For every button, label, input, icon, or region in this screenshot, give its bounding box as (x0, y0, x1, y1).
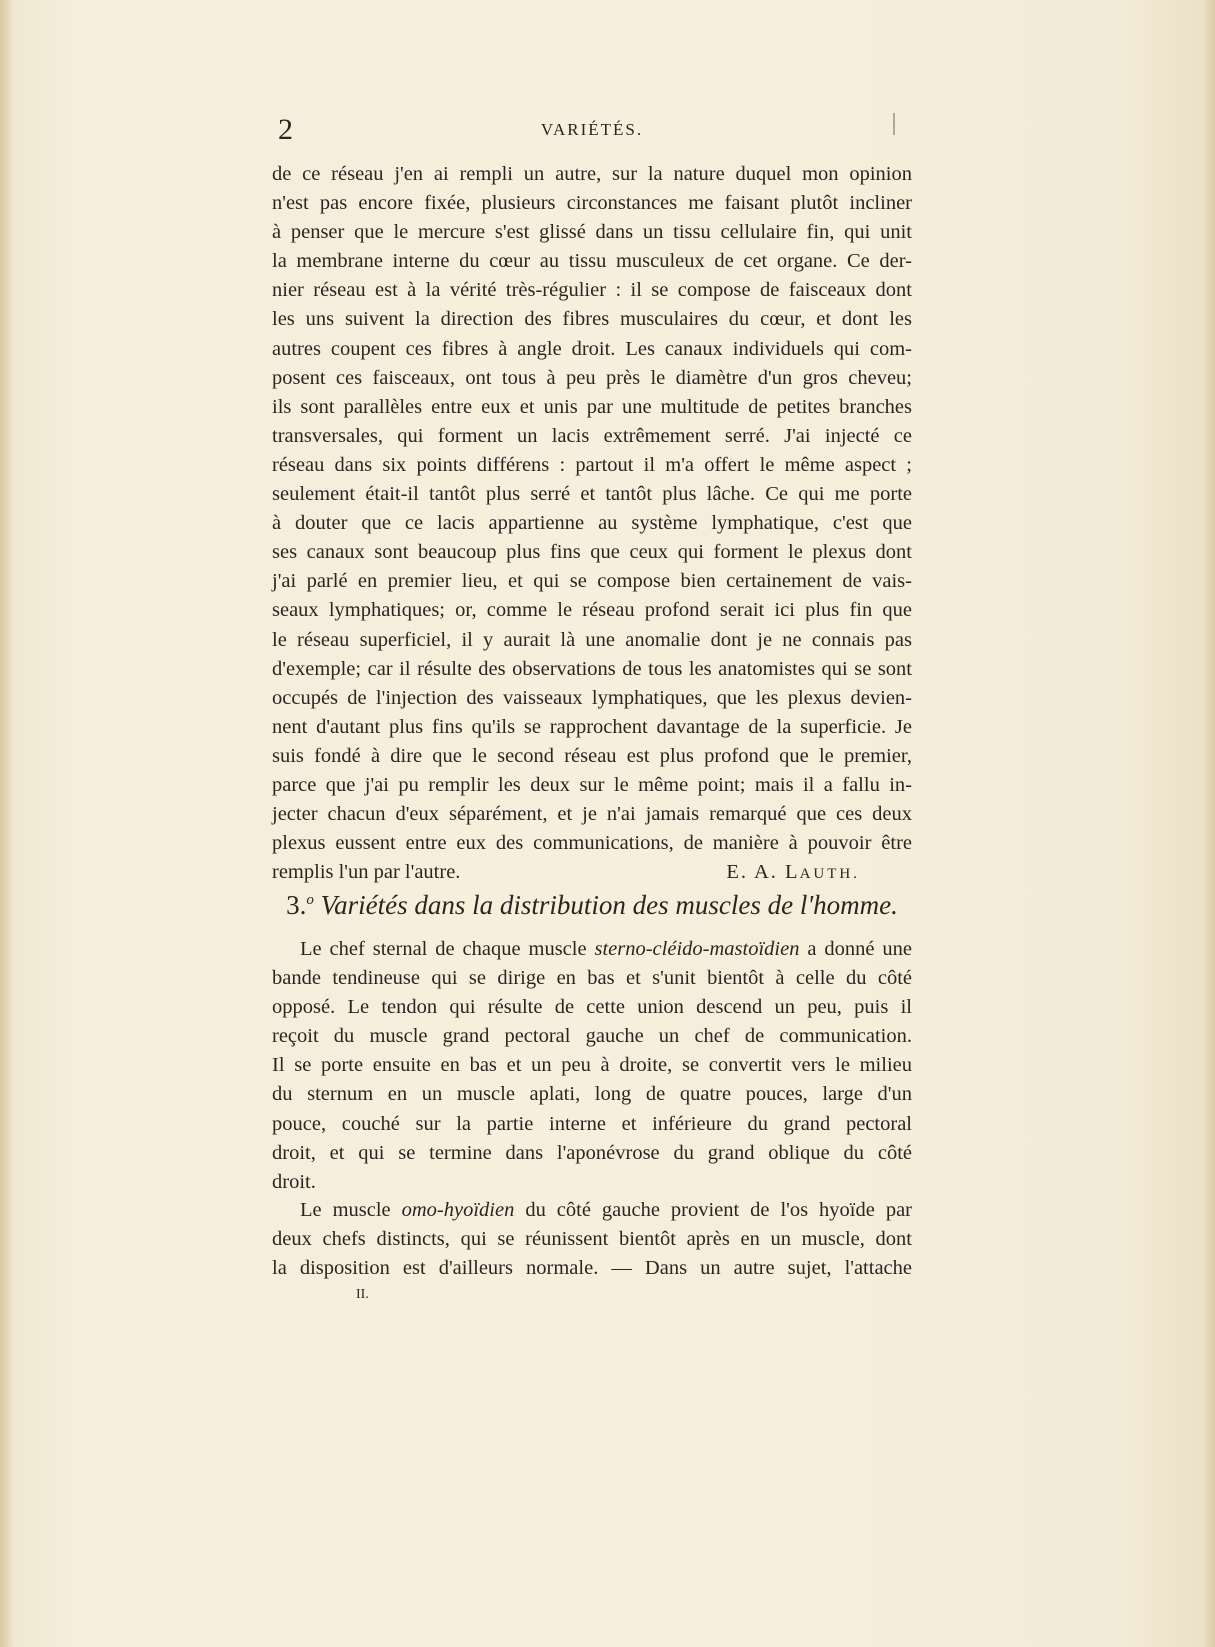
text-line: d'exemple; car il résulte des observations de tous les anatomistes qui se sont (272, 657, 912, 680)
text-run: Le muscle (300, 1199, 402, 1221)
signature-initials: E. A. L (726, 861, 800, 884)
paragraph-lymphatic-network (272, 160, 912, 887)
text-line: occupés de l'injection des vaisseaux lymphatiques, que les plexus devien- (272, 686, 912, 709)
text-run: Le chef sternal de chaque muscle (300, 938, 595, 960)
text-line: Il se porte ensuite en bas et un peu à droite, se convertit vers le milieu (272, 1054, 912, 1077)
text-line: à penser que le mercure s'est glissé dans un tissu cellulaire fin, qui unit (272, 221, 912, 244)
text-line: deux chefs distincts, qui se réunissent bientôt après en un muscle, dont (272, 1228, 912, 1251)
section-degree: o (306, 892, 314, 908)
page-number: 2 (278, 113, 293, 146)
text-line: la disposition est d'ailleurs normale. — Dans un autre sujet, l'attache (272, 1257, 912, 1280)
text-line (272, 1196, 912, 1225)
text-line: de ce réseau j'en ai rempli un autre, sur la nature duquel mon opinion (272, 163, 912, 185)
text-line: suis fondé à dire que le second réseau est plus profond que le premier, (272, 744, 912, 767)
text-line: posent ces faisceaux, ont tous à peu près le diamètre d'un gros cheveu; (272, 366, 912, 389)
text-line: le réseau superficiel, il y aurait là une anomalie dont je ne connais pas (272, 628, 912, 651)
text-line: plexus eussent entre eux des communications, de manière à pouvoir être (272, 832, 912, 855)
text-line: seaux lymphatiques; or, comme le réseau profond serait ici plus fin que (272, 599, 912, 622)
text-line: réseau dans six points différens : partout il m'a offert le même aspect ; (272, 453, 912, 476)
text-line: opposé. Le tendon qui résulte de cette union descend un peu, puis il (272, 996, 912, 1019)
text-line: pouce, couché sur la partie interne et inférieure du grand pectoral (272, 1112, 912, 1135)
signature-mark: II. (356, 1287, 369, 1302)
text-line: n'est pas encore fixée, plusieurs circonstances me faisant plutôt incliner (272, 192, 912, 215)
signature-surname: AUTH. (799, 866, 860, 883)
running-title: VARIÉTÉS. (540, 120, 644, 139)
text-line: bande tendineuse qui se dirige en bas et s'unit bientôt à celle du côté (272, 967, 912, 990)
text-line: nier réseau est à la vérité très-régulier : il se compose de faisceaux dont (272, 279, 912, 302)
section-title-text: Variétés dans la distribution des muscles de l'homme. (320, 890, 898, 920)
muscle-name: sterno-cléido-mastoïdien (594, 938, 800, 960)
text-line: droit, et qui se termine dans l'aponévrose du grand oblique du côté (272, 1141, 912, 1164)
text-line: autres coupent ces fibres à angle droit. Les canaux individuels qui com- (272, 337, 912, 360)
text-line: reçoit du muscle grand pectoral gauche un chef de communication. (272, 1025, 912, 1048)
muscle-name: omo-hyoïdien (401, 1199, 515, 1221)
text-line: jecter chacun d'eux séparément, et je n'ai jamais remarqué que ces deux (272, 803, 912, 826)
text-line: du sternum en un muscle aplati, long de quatre pouces, large d'un (272, 1083, 912, 1106)
closing-text: remplis l'un par l'autre. (272, 861, 461, 884)
section-heading (272, 880, 912, 920)
text-line: ses canaux sont beaucoup plus fins que ceux qui forment le plexus dont (272, 541, 912, 564)
text-line: j'ai parlé en premier lieu, et qui se compose bien certainement de vais- (272, 570, 912, 593)
text-line: droit. (272, 1170, 316, 1193)
page-right-edge (1203, 0, 1215, 1647)
text-line (272, 935, 912, 964)
section-number: 3. (286, 890, 307, 920)
text-run: du côté gauche provient de l'os hyoïde par (514, 1199, 912, 1221)
text-line: la membrane interne du cœur au tissu musculeux de cet organe. Ce der- (272, 250, 912, 273)
page-left-edge (0, 0, 14, 1647)
text-line: parce que j'ai pu remplir les deux sur le même point; mais il a fallu in- (272, 773, 912, 796)
paragraph-omohyoid (272, 1196, 912, 1283)
text-line: nent d'autant plus fins qu'ils se rapprochent davantage de la superficie. Je (272, 715, 912, 738)
text-line: ils sont parallèles entre eux et unis par une multitude de petites branches (272, 395, 912, 418)
text-line: à douter que ce lacis appartienne au système lymphatique, c'est que (272, 512, 912, 535)
text-line: transversales, qui forment un lacis extrêmement serré. J'ai injecté ce (272, 424, 912, 447)
text-line: seulement était-il tantôt plus serré et tantôt plus lâche. Ce qui me porte (272, 483, 912, 506)
paragraph-sternocleidomastoid (272, 935, 912, 1197)
running-head (272, 112, 912, 148)
text-run: a donné une (799, 938, 912, 960)
text-line: les uns suivent la direction des fibres musculaires du cœur, et dont les (272, 308, 912, 331)
